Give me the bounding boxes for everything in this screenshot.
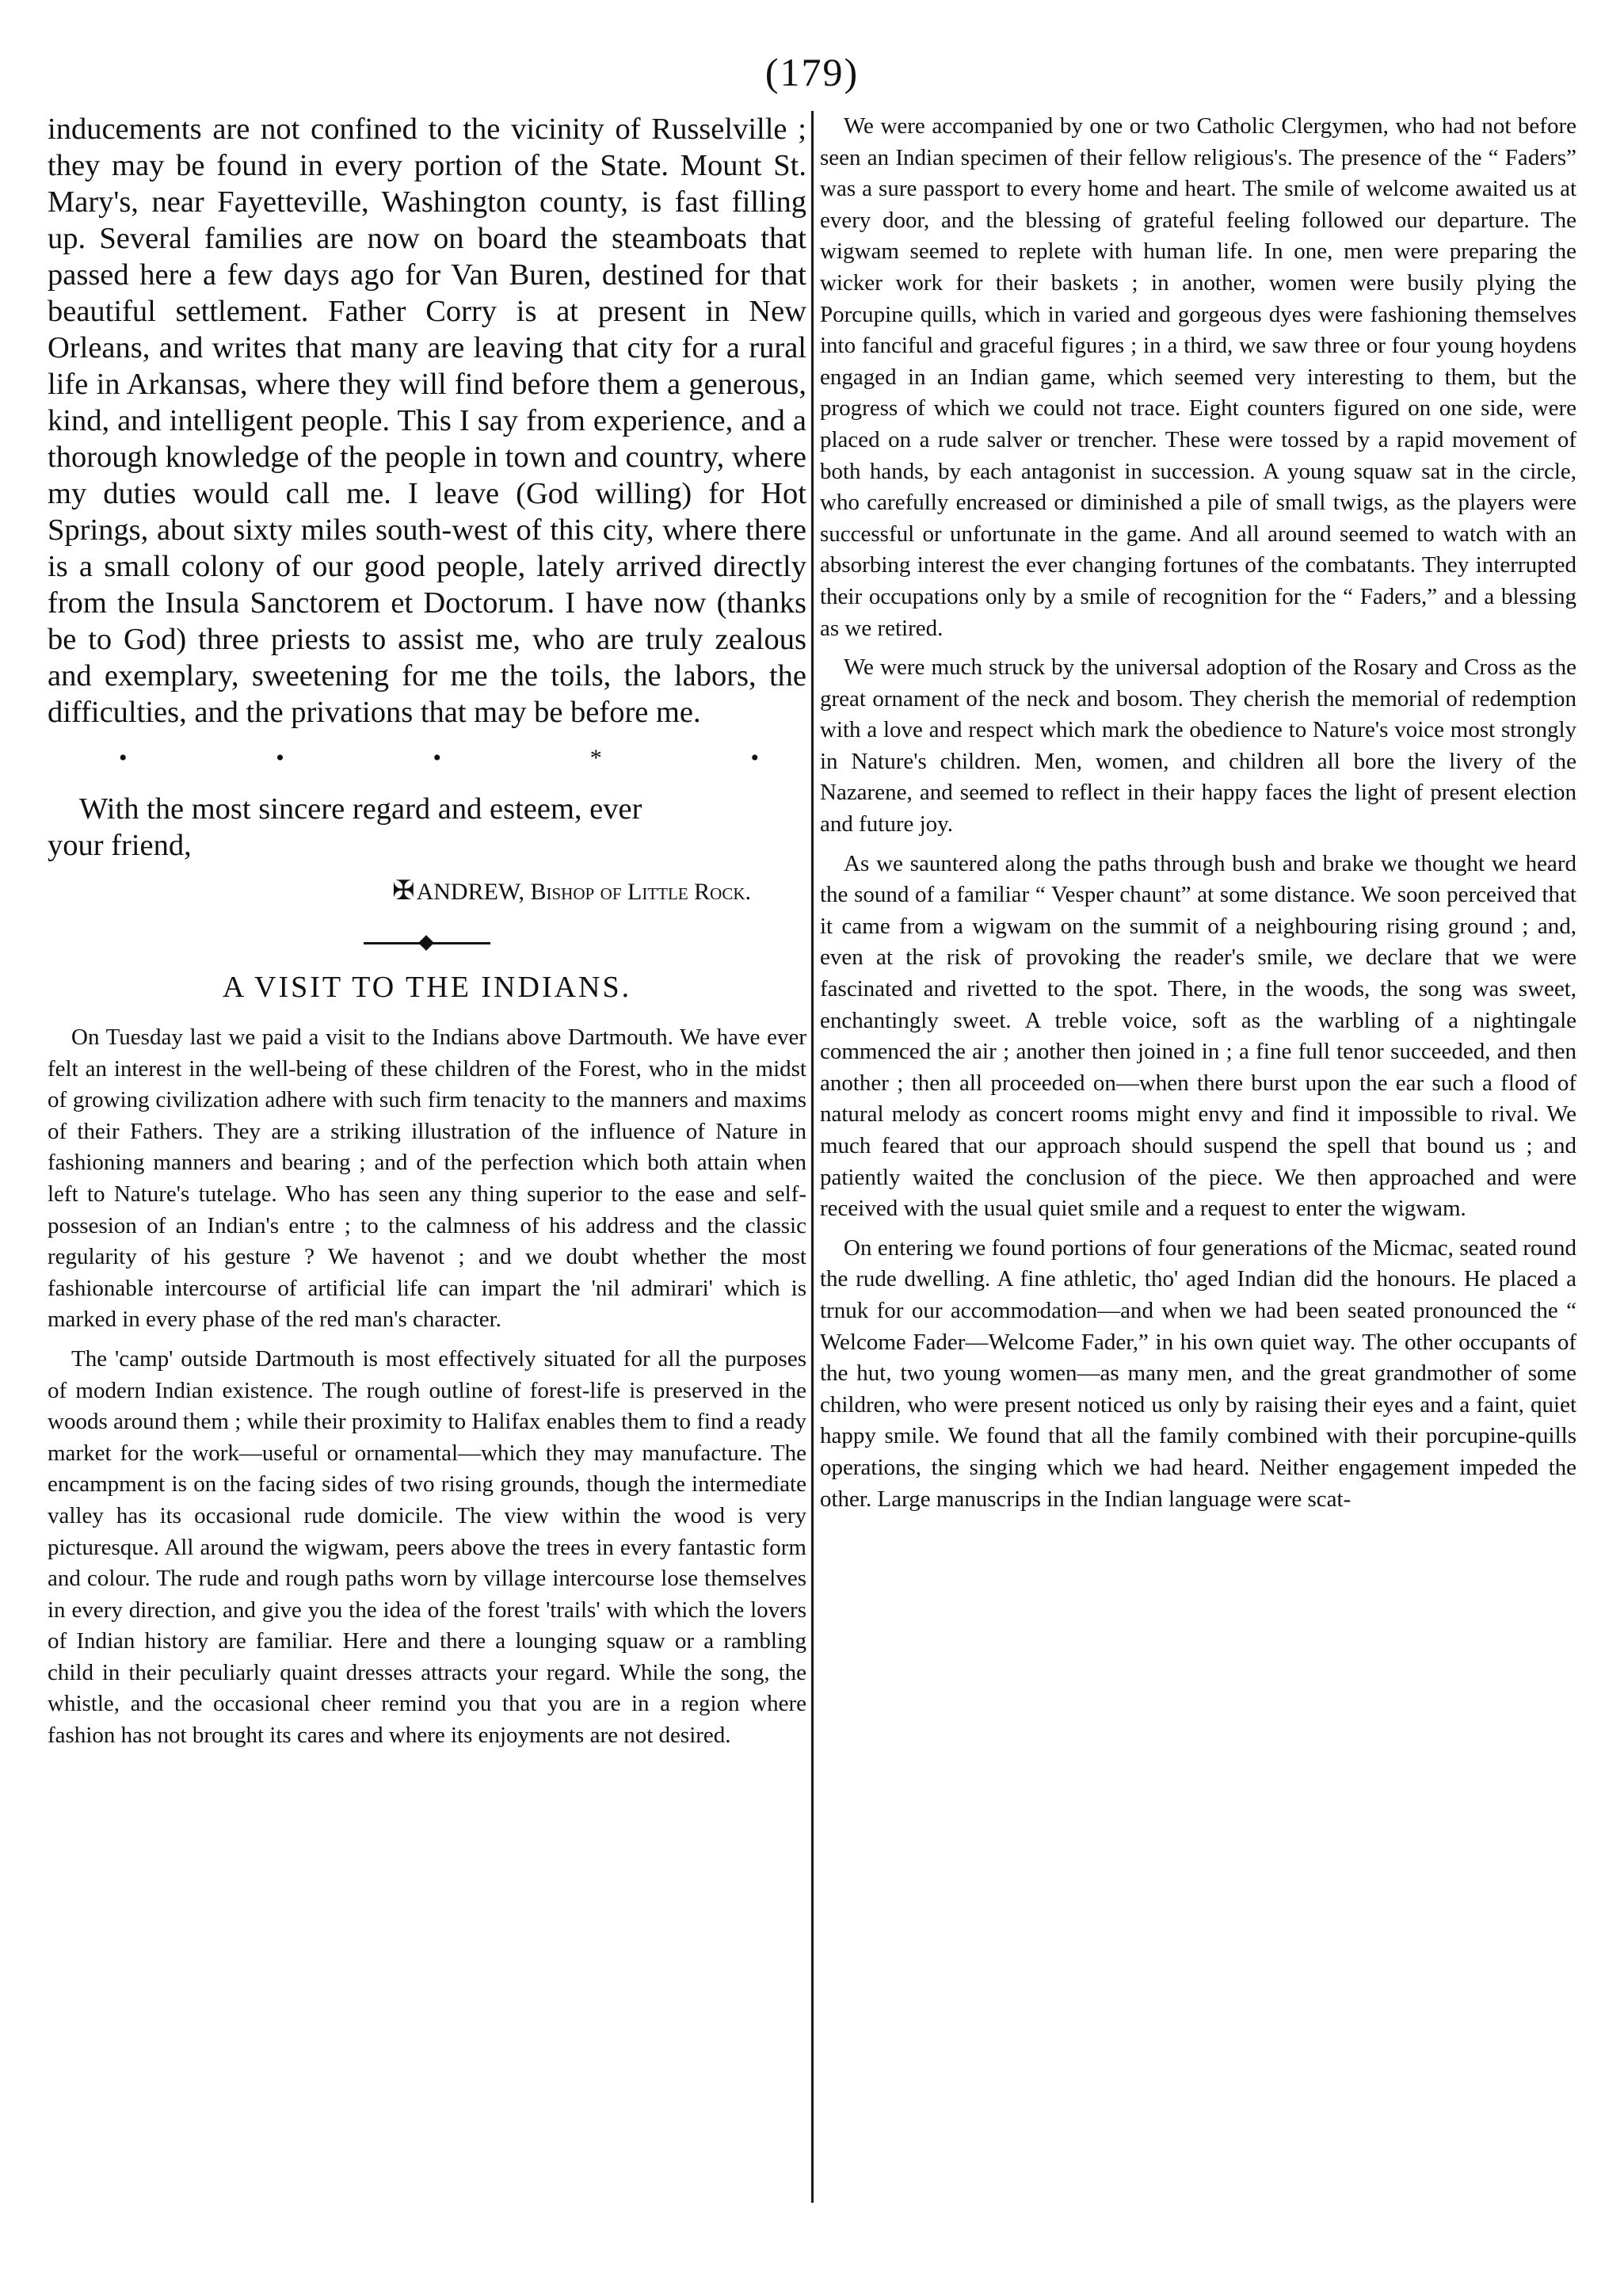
page-number: (179): [764, 50, 860, 94]
signature-text: ANDREW, Bishop of Little Rock.: [416, 879, 751, 905]
diamond-ornament-icon: [418, 935, 434, 951]
asterisk-mark: *: [589, 745, 602, 771]
left-column: [48, 111, 806, 2203]
right-column: [820, 111, 1576, 2203]
asterisk-mark: •: [433, 745, 442, 771]
article-paragraph: The 'camp' outside Dartmouth is most effectively situated for all the purposes of modern Indian existence. The rough outline of forest-life is preserved in the woods around them ; while their proximity to Halifax enables them to find a ready market for the work—useful or ornamental—which they may manufacture. The encampment is on the facing sides of two rising grounds, though the intermediate valley has its occasional rude domicile. The view within the wood is very picturesque. All around the wigwam, peers above the trees in every fantastic form and colour. The rude and rough paths worn by village intercourse lose themselves in every direction, and give you the idea of the forest 'trails' with which the lovers of Indian history are familiar. Here and there a lounging squaw or a rambling child in their peculiarly quaint dresses attracts your regard. While the song, the whistle, and the occasional cheer remind you that you are in a region where fashion has not brought its cares and where its enjoyments are not desired.: [48, 1345, 806, 1749]
article-paragraph: On Tuesday last we paid a visit to the Indians above Dartmouth. We have ever felt an interest in the well-being of these children of the Forest, who in the midst of growing civilization adhere with such firm tenacity to the manners and maxims of their Fathers. They are a striking illustration of the influence of Nature in fashioning manners and bearing ; and of the perfection which both attain when left to Nature's tutelage. Who has seen any thing superior to the ease and self-possesion of an Indian's entre ; to the calmness of his address and the classic regularity of his gesture ? We havenot ; and we doubt whether the most fashionable intercourse of artificial life can impart the 'nil admirari' which is marked in every phase of the red man's character.: [48, 1025, 806, 1333]
asterisk-mark: •: [276, 745, 284, 771]
signature: [48, 875, 751, 906]
cross-icon: ✠: [392, 876, 415, 906]
closing-line: your friend,: [48, 829, 192, 862]
article-paragraph: We were much struck by the universal adoption of the Rosary and Cross as the great ornament of the neck and bosom. They cherish the memorial of redemption with a love and respect which mark the obedience to Nature's voice most strongly in Nature's children. Men, women, and children all bore the livery of the Nazarene, and seemed to reflect in their happy faces the light of present election and future joy.: [820, 654, 1576, 838]
article-title: A VISIT TO THE INDIANS.: [222, 971, 632, 1004]
article-paragraph: We were accompanied by one or two Catholic Clergymen, who had not before seen an Indian specimen of their fellow religious's. The presence of the “ Faders” was a sure passport to every home and heart. The smile of welcome awaited us at every door, and the blessing of grateful feeling followed our departure. The wigwam seemed to replete with human life. In one, men were preparing the wicker work for their baskets ; in another, women were busily plying the Porcupine quills, which in varied and gorgeous dyes were fashioning themselves into fanciful and graceful figures ; in a third, we saw three or four young hoydens engaged in an Indian game, which seemed very interesting to them, but the progress of which we could not trace. Eight counters figured on one side, were placed on a rude salver or trencher. These were tossed by a rapid movement of both hands, by each antagonist in succession. A young squaw sat in the circle, who carefully encreased or diminished a pile of small twigs, as the players were successful or unfortunate in the game. And all around seemed to watch with an absorbing interest the ever changing fortunes of the combatants. They interrupted their occupations only by a smile of recognition for the “ Faders,” and a blessing as we retired.: [820, 113, 1576, 641]
column-divider: [811, 111, 814, 2203]
ornamental-divider: [364, 935, 490, 951]
closing-line: With the most sincere regard and esteem, ever: [79, 792, 642, 826]
article-paragraph: On entering we found portions of four generations of the Micmac, seated round the rude dwelling. A fine athletic, tho' aged Indian did the honours. He placed a trnuk for our accommodation—and when we had been seated pronounced the “ Welcome Fader—Welcome Fader,” in his own quiet way. The other occupants of the hut, two young women—as many men, and the great grandmother of some children, who were present noticed us only by raising their eyes and a faint, quiet happy smile. We found that all the family combined with their porcupine-quills operations, the singing which we had heard. Neither engagement impeded the other. Large manuscrips in the Indian language were scat-: [820, 1234, 1576, 1512]
asterisk-mark: •: [119, 745, 128, 771]
asterisk-mark: •: [750, 745, 759, 771]
article-paragraph: As we sauntered along the paths through bush and brake we thought we heard the sound of a familiar “ Vesper chaunt” at some distance. We soon perceived that it came from a wigwam on the summit of a neighbouring rising ground ; and, even at the risk of provoking the reader's smile, we declare that we were fascinated and rivetted to the spot. There, in the woods, the song was sweet, enchantingly sweet. A treble voice, soft as the warbling of a nightingale commenced the air ; another then joined in ; a fine full tenor succeeded, and then another ; then all proceeded on—when there burst upon the ear such a flood of natural melody as concert rooms might envy and find it impossible to rival. We much feared that our approach should suspend the spell that bound us ; and patiently waited the conclusion of the piece. We then approached and were received with the usual quiet smile and a request to enter the wigwam.: [820, 850, 1576, 1222]
section-break-asterisks: [48, 745, 806, 772]
letter-paragraph: inducements are not confined to the vicinity of Russelville ; they may be found in every portion of the State. Mount St. Mary's, near Fayetteville, Washington county, is fast filling up. Several families are now on board the steamboats that passed here a few days ago for Van Buren, destined for that beautiful settlement. Father Corry is at present in New Orleans, and writes that many are leaving that city for a rural life in Arkansas, where they will find before them a generous, kind, and intelligent people. This I say from experience, and a thorough knowledge of the people in town and country, where my duties would call me. I leave (God willing) for Hot Springs, about sixty miles south-west of this city, where there is a small colony of our good people, lately arrived directly from the Insula Sanctorem et Doctorum. I have now (thanks be to God) three priests to assist me, who are truly zealous and exemplary, sweetening for me the toils, the labors, the difficulties, and the privations that may be before me.: [48, 113, 806, 729]
